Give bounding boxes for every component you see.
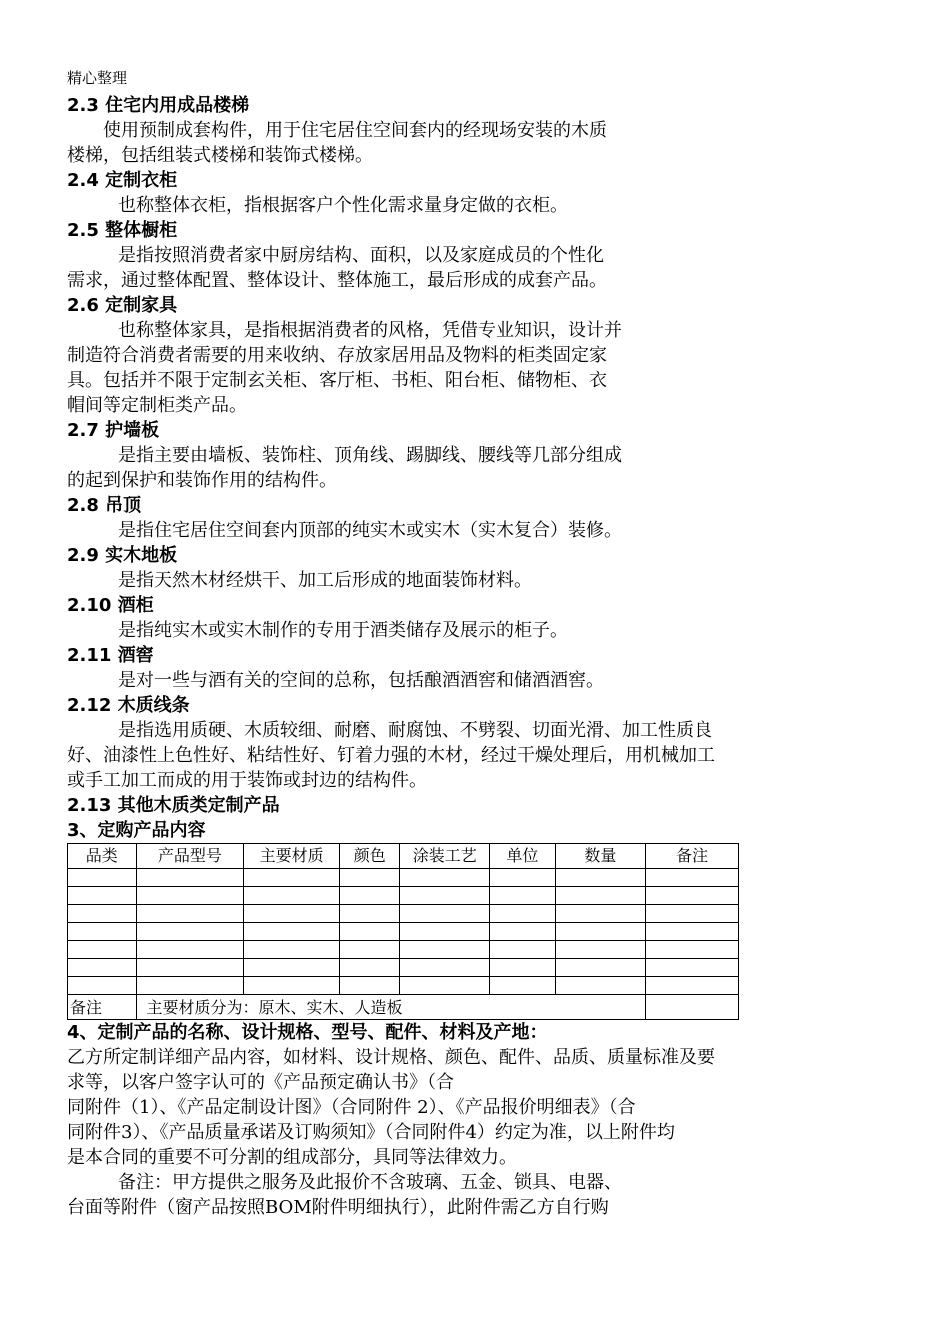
text-line: 同附件3）、《产品质量承诺及订购须知》（合同附件4）约定为准，以上附件均 bbox=[67, 1122, 675, 1143]
column-header: 单位 bbox=[490, 844, 555, 869]
table-cell[interactable] bbox=[555, 959, 646, 977]
section-paragraph bbox=[67, 518, 882, 543]
column-header: 颜色 bbox=[340, 844, 400, 869]
text-line: 的起到保护和装饰作用的结构件。 bbox=[67, 470, 337, 491]
document-body bbox=[67, 93, 882, 1220]
text-line: 是指按照消费者家中厨房结构、面积，以及家庭成员的个性化 bbox=[118, 245, 604, 266]
table-cell[interactable] bbox=[136, 905, 244, 923]
column-header: 主要材质 bbox=[244, 844, 340, 869]
remark-text-cell: 主要材质分为：原木、实木、人造板 bbox=[136, 995, 646, 1020]
table-row bbox=[68, 941, 739, 959]
table-row bbox=[68, 887, 739, 905]
table-cell[interactable] bbox=[646, 905, 739, 923]
section-heading: 2.5 整体橱柜 bbox=[67, 220, 178, 241]
text-line: 是指选用质硬、木质较细、耐磨、耐腐蚀、不劈裂、切面光滑、加工性质良 bbox=[118, 720, 712, 741]
text-line: 也称整体家具，是指根据消费者的风格，凭借专业知识，设计并 bbox=[118, 320, 622, 341]
table-cell[interactable] bbox=[555, 941, 646, 959]
section-paragraph bbox=[67, 718, 882, 793]
table-cell[interactable] bbox=[555, 905, 646, 923]
table-row bbox=[68, 905, 739, 923]
section-paragraph bbox=[67, 443, 882, 493]
section-heading: 2.7 护墙板 bbox=[67, 420, 160, 441]
table-cell[interactable] bbox=[555, 977, 646, 995]
table-cell[interactable] bbox=[244, 923, 340, 941]
section-paragraph bbox=[67, 318, 882, 418]
table-cell[interactable] bbox=[490, 869, 555, 887]
section-paragraph bbox=[67, 668, 882, 693]
table-cell[interactable] bbox=[340, 977, 400, 995]
table-cell[interactable] bbox=[68, 905, 137, 923]
text-line: 是指住宅居住空间套内顶部的纯实木或实木（实木复合）装修。 bbox=[118, 520, 622, 541]
table-header-row bbox=[68, 844, 739, 869]
remark-empty-cell[interactable] bbox=[646, 995, 739, 1020]
table-cell[interactable] bbox=[136, 977, 244, 995]
text-line: 帽间等定制柜类产品。 bbox=[67, 395, 247, 416]
section4-paragraph bbox=[67, 1045, 882, 1220]
section-paragraph bbox=[67, 618, 882, 643]
text-line: 使用预制成套构件，用于住宅居住空间套内的经现场安装的木质 bbox=[103, 120, 607, 141]
text-line: 同附件（1）、《产品定制设计图》（合同附件 2）、《产品报价明细表》（合 bbox=[67, 1097, 636, 1118]
table-cell[interactable] bbox=[400, 941, 490, 959]
table-cell[interactable] bbox=[490, 923, 555, 941]
section-heading: 2.4 定制衣柜 bbox=[67, 170, 178, 191]
table-cell[interactable] bbox=[68, 887, 137, 905]
table-cell[interactable] bbox=[400, 887, 490, 905]
table-cell[interactable] bbox=[340, 923, 400, 941]
text-line: 是对一些与酒有关的空间的总称，包括酿酒酒窖和储酒酒窖。 bbox=[118, 670, 604, 691]
remark-label-cell: 备注 bbox=[68, 995, 137, 1020]
text-line: 具。包括并不限于定制玄关柜、客厅柜、书柜、阳台柜、储物柜、衣 bbox=[67, 370, 607, 391]
section-heading: 2.9 实木地板 bbox=[67, 545, 178, 566]
table-cell[interactable] bbox=[490, 887, 555, 905]
text-line: 求等，以客户签字认可的《产品预定确认书》（合 bbox=[67, 1072, 454, 1093]
table-cell[interactable] bbox=[400, 959, 490, 977]
section-heading: 2.10 酒柜 bbox=[67, 595, 154, 616]
page-header: 精心整理 bbox=[67, 69, 128, 87]
text-line: 备注：甲方提供之服务及此报价不含玻璃、五金、锁具、电器、 bbox=[118, 1172, 622, 1193]
table-cell[interactable] bbox=[646, 959, 739, 977]
table-cell[interactable] bbox=[646, 869, 739, 887]
table-cell[interactable] bbox=[400, 977, 490, 995]
table-row bbox=[68, 923, 739, 941]
table-cell[interactable] bbox=[490, 905, 555, 923]
text-line: 是本合同的重要不可分割的组成部分，具同等法律效力。 bbox=[67, 1147, 517, 1168]
table-cell[interactable] bbox=[68, 977, 137, 995]
table-cell[interactable] bbox=[244, 905, 340, 923]
table-cell[interactable] bbox=[340, 941, 400, 959]
order-table-heading: 3、定购产品内容 bbox=[67, 820, 206, 841]
section-paragraph bbox=[67, 193, 882, 218]
section-paragraph bbox=[67, 243, 882, 293]
table-cell[interactable] bbox=[646, 941, 739, 959]
table-cell[interactable] bbox=[340, 869, 400, 887]
text-line: 是指主要由墙板、装饰柱、顶角线、踢脚线、腰线等几部分组成 bbox=[118, 445, 622, 466]
section-heading: 2.11 酒窖 bbox=[67, 645, 154, 666]
order-products-table bbox=[67, 843, 739, 1020]
table-cell[interactable] bbox=[136, 959, 244, 977]
table-cell[interactable] bbox=[555, 869, 646, 887]
column-header: 品类 bbox=[68, 844, 137, 869]
text-line: 好、油漆性上色性好、粘结性好、钉着力强的木材，经过干燥处理后，用机械加工 bbox=[67, 745, 715, 766]
definition-sections bbox=[67, 93, 882, 818]
table-cell[interactable] bbox=[340, 887, 400, 905]
table-cell[interactable] bbox=[68, 959, 137, 977]
text-line: 制造符合消费者需要的用来收纳、存放家居用品及物料的柜类固定家 bbox=[67, 345, 607, 366]
text-line: 或手工加工而成的用于装饰或封边的结构件。 bbox=[67, 770, 427, 791]
table-cell[interactable] bbox=[400, 869, 490, 887]
table-cell[interactable] bbox=[68, 869, 137, 887]
table-cell[interactable] bbox=[400, 923, 490, 941]
table-row bbox=[68, 959, 739, 977]
column-header: 产品型号 bbox=[136, 844, 244, 869]
section-heading: 2.3 住宅内用成品楼梯 bbox=[67, 95, 250, 116]
text-line: 也称整体衣柜，指根据客户个性化需求量身定做的衣柜。 bbox=[118, 195, 568, 216]
section-heading: 2.6 定制家具 bbox=[67, 295, 178, 316]
section-heading: 2.13 其他木质类定制产品 bbox=[67, 795, 280, 816]
section-paragraph bbox=[67, 568, 882, 593]
table-cell[interactable] bbox=[340, 959, 400, 977]
column-header: 涂装工艺 bbox=[400, 844, 490, 869]
text-line: 是指纯实木或实木制作的专用于酒类储存及展示的柜子。 bbox=[118, 620, 568, 641]
table-cell[interactable] bbox=[400, 905, 490, 923]
table-cell[interactable] bbox=[136, 887, 244, 905]
table-cell[interactable] bbox=[555, 887, 646, 905]
text-line: 是指天然木材经烘干、加工后形成的地面装饰材料。 bbox=[118, 570, 532, 591]
text-line: 台面等附件（窗产品按照BOM附件明细执行），此附件需乙方自行购 bbox=[67, 1197, 609, 1218]
table-row bbox=[68, 977, 739, 995]
section-paragraph bbox=[67, 118, 882, 168]
table-cell[interactable] bbox=[646, 977, 739, 995]
table-cell[interactable] bbox=[244, 869, 340, 887]
table-cell[interactable] bbox=[646, 923, 739, 941]
table-cell[interactable] bbox=[244, 941, 340, 959]
table-cell[interactable] bbox=[68, 923, 137, 941]
table-cell[interactable] bbox=[68, 941, 137, 959]
text-line: 需求，通过整体配置、整体设计、整体施工，最后形成的成套产品。 bbox=[67, 270, 607, 291]
table-cell[interactable] bbox=[490, 977, 555, 995]
text-line: 乙方所定制详细产品内容，如材料、设计规格、颜色、配件、品质、质量标准及要 bbox=[67, 1047, 715, 1068]
table-row bbox=[68, 869, 739, 887]
table-cell[interactable] bbox=[646, 887, 739, 905]
text-line: 楼梯，包括组装式楼梯和装饰式楼梯。 bbox=[67, 145, 373, 166]
column-header: 数量 bbox=[555, 844, 646, 869]
table-remark-row bbox=[68, 995, 739, 1020]
table-cell[interactable] bbox=[136, 869, 244, 887]
table-cell[interactable] bbox=[340, 905, 400, 923]
table-cell[interactable] bbox=[490, 959, 555, 977]
table-cell[interactable] bbox=[244, 959, 340, 977]
section-heading: 2.8 吊顶 bbox=[67, 495, 142, 516]
table-cell[interactable] bbox=[555, 923, 646, 941]
column-header: 备注 bbox=[646, 844, 739, 869]
table-cell[interactable] bbox=[490, 941, 555, 959]
table-cell[interactable] bbox=[244, 887, 340, 905]
table-cell[interactable] bbox=[136, 923, 244, 941]
section-heading: 2.12 木质线条 bbox=[67, 695, 190, 716]
table-cell[interactable] bbox=[244, 977, 340, 995]
section4-heading: 4、定制产品的名称、设计规格、型号、配件、材料及产地： bbox=[67, 1022, 548, 1043]
table-cell[interactable] bbox=[136, 941, 244, 959]
